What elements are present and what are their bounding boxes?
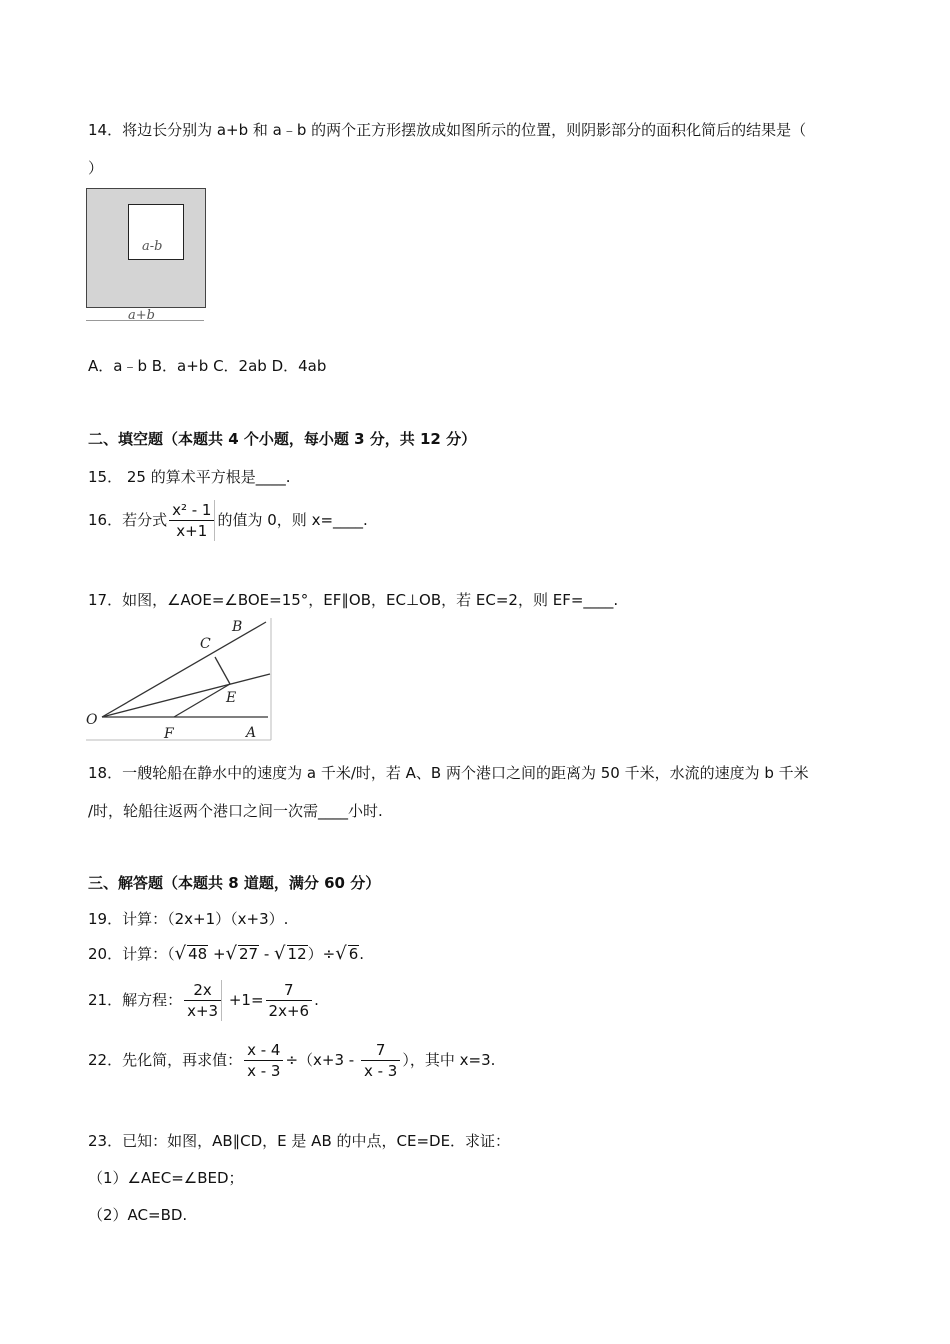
q20-radicand-3: 12: [287, 945, 307, 963]
q18-line2: /时，轮船往返两个港口之间一次需____小时.: [88, 802, 383, 820]
q20-plus: +: [208, 945, 226, 963]
q17-figure: [86, 618, 272, 742]
q21-f1-numerator: 2x: [193, 981, 212, 999]
section-2-title: 二、填空题（本题共 4 个小题，每小题 3 分，共 12 分）: [88, 430, 477, 448]
q19-text: 19．计算：（2x+1）（x+3）.: [88, 910, 289, 928]
q14-options: A．a﹣b B．a+b C．2ab D．4ab: [88, 357, 327, 375]
q22-line: [88, 1040, 495, 1081]
q20-minus: -: [259, 945, 275, 963]
q21-end: .: [314, 991, 319, 1009]
q15-text: 15． 25 的算术平方根是____.: [88, 468, 291, 486]
q16-numerator: x² - 1: [172, 501, 212, 519]
q22-mid: ÷（x+3 -: [285, 1051, 359, 1069]
q22-prefix: 22．先化简，再求值：: [88, 1051, 243, 1069]
section-3-title: 三、解答题（本题共 8 道题，满分 60 分）: [88, 874, 381, 892]
radical-sign: √: [174, 943, 187, 964]
q21-f1-denominator: x+3: [184, 1000, 221, 1021]
q21-line: [88, 980, 319, 1021]
q16-denominator: x+1: [169, 520, 214, 541]
q14-stem-cont: ）: [88, 159, 104, 177]
label-A: A: [246, 725, 257, 741]
q16-suffix: 的值为 0，则 x=____.: [217, 511, 368, 529]
q20-line: [88, 944, 364, 964]
q22-end: ），其中 x=3.: [402, 1051, 496, 1069]
q16-line: [88, 500, 368, 541]
inner-square-label: a-b: [142, 239, 163, 254]
q22-f2-denominator: x - 3: [361, 1060, 400, 1081]
q23-line3: （2）AC=BD.: [88, 1206, 188, 1224]
q20-end: .: [359, 945, 365, 963]
q14-figure: [86, 188, 208, 324]
q21-fraction-1: [184, 980, 222, 1021]
outer-square-label: a+b: [128, 308, 155, 323]
q21-mid: +1=: [224, 991, 264, 1009]
q20-prefix: 20．计算：（: [88, 945, 175, 963]
radical-sign: √: [274, 943, 286, 964]
q16-prefix: 16．若分式: [88, 511, 168, 529]
q22-f1-denominator: x - 3: [244, 1060, 283, 1081]
q23-line1: 23．已知：如图，AB∥CD，E 是 AB 的中点，CE=DE．求证：: [88, 1132, 511, 1150]
radical-sign: √: [335, 943, 347, 964]
q23-line2: （1）∠AEC=∠BED；: [88, 1169, 244, 1187]
label-F: F: [164, 726, 174, 742]
q21-f2-denominator: 2x+6: [266, 1000, 313, 1021]
label-E: E: [226, 690, 237, 706]
label-O: O: [86, 712, 98, 728]
label-B: B: [232, 619, 243, 635]
label-C: C: [200, 636, 211, 652]
q20-radicand-4: 6: [348, 945, 359, 963]
q22-fraction-1: [244, 1040, 283, 1081]
radical-sign: √: [225, 943, 237, 964]
q20-radicand-2: 27: [239, 945, 259, 963]
q18-line1: 18．一艘轮船在静水中的速度为 a 千米/时，若 A、B 两个港口之间的距离为 50 千米，水流的速度为 b 千米: [88, 764, 809, 782]
q21-f2-numerator: 7: [284, 981, 294, 999]
ray-OB: [102, 622, 266, 717]
q20-radicand-1: 48: [188, 945, 208, 963]
q17-text: 17．如图，∠AOE=∠BOE=15°，EF∥OB，EC⊥OB，若 EC=2，则 EF=____.: [88, 591, 619, 609]
q22-fraction-2: [361, 1040, 400, 1081]
q21-fraction-2: [266, 980, 313, 1021]
q20-divide: ）÷: [307, 945, 336, 963]
q22-f2-numerator: 7: [375, 1041, 386, 1059]
q16-fraction: [169, 500, 215, 541]
q14-stem: 14．将边长分别为 a+b 和 a﹣b 的两个正方形摆放成如图所示的位置，则阴影部分的面积化简后的结果是（: [88, 121, 807, 139]
segment-EC: [215, 657, 230, 684]
segment-EF: [174, 684, 230, 717]
q22-f1-numerator: x - 4: [247, 1041, 281, 1059]
q21-prefix: 21．解方程：: [88, 991, 183, 1009]
